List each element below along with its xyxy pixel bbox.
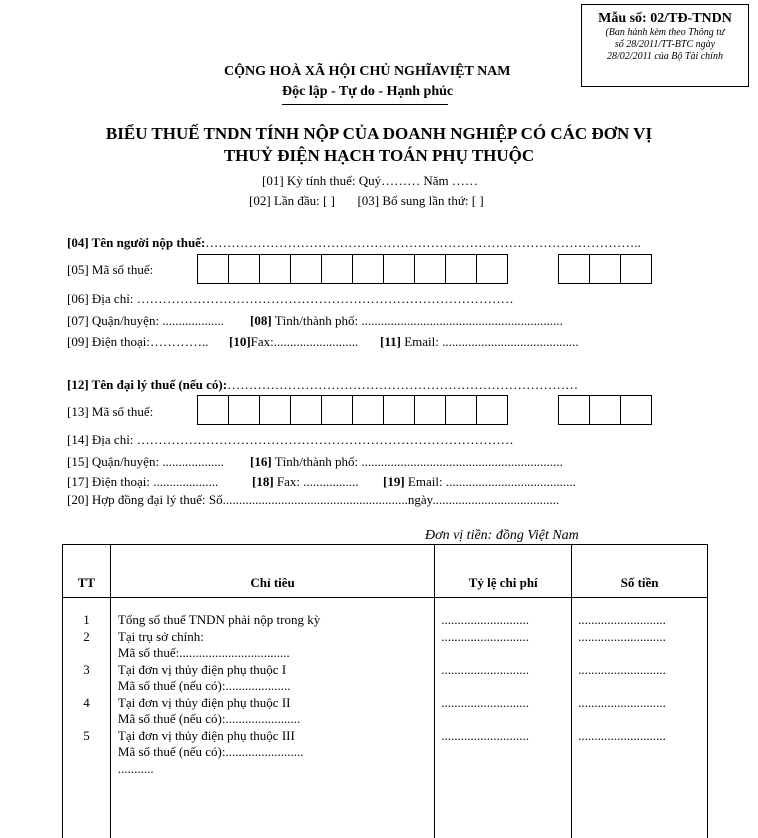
tax-period-line: [01] Kỳ tính thuế: Quý……… Năm …… (262, 173, 478, 189)
taxpayer-email-number: [11] (380, 334, 401, 349)
agent-email-number: [19] (383, 474, 405, 489)
row-4-text: Tại đơn vị thủy điện phụ thuộc II (118, 695, 434, 712)
taxpayer-name-field[interactable]: ……………………………………………………………………………………….. (205, 235, 641, 250)
row-2-rate[interactable]: ........................... (441, 629, 571, 646)
row-2-no: 2 (63, 629, 110, 646)
row-5-text: Tại đơn vị thủy điện phụ thuộc III (118, 728, 434, 745)
currency-note: Đơn vị tiền: đồng Việt Nam (425, 528, 579, 544)
taxpayer-email-field[interactable] (380, 334, 579, 350)
motto: Độc lập - Tự do - Hạnh phúc (282, 84, 453, 100)
taxpayer-fax-text: Fax:.......................... (251, 334, 359, 349)
first-filing (249, 193, 484, 209)
row-5-amount[interactable]: ........................... (578, 728, 707, 745)
header-no: TT (63, 545, 111, 598)
table-body (63, 598, 708, 838)
header-indicator: Chỉ tiêu (110, 545, 434, 598)
row-2-amount[interactable]: ........................... (578, 629, 707, 646)
form-note-line-3: 28/02/2011 của Bộ Tài chính (582, 51, 748, 63)
row-amounts (572, 598, 708, 838)
row-1-amount[interactable]: ........................... (578, 612, 707, 629)
tax-allocation-table (62, 544, 708, 838)
row-3-no: 3 (63, 662, 110, 679)
taxpayer-province-number: [08] (250, 313, 272, 328)
agent-email-text: Email: ........................................ (408, 474, 576, 489)
form-number-box (581, 4, 749, 87)
agent-fax-number: [18] (252, 474, 274, 489)
taxpayer-tax-code-suffix-boxes[interactable] (558, 254, 652, 284)
first-filing-label: [02] Lần đầu: (249, 193, 320, 208)
agent-district-field[interactable]: [15] Quận/huyện: ................... (67, 454, 224, 470)
table-header-row (63, 545, 708, 598)
agent-email-field[interactable] (383, 474, 576, 490)
row-3-rate[interactable]: ........................... (441, 662, 571, 679)
row-numbers (63, 598, 111, 838)
row-4-tax-code[interactable]: Mã số thuế (nếu có):....................... (118, 711, 434, 728)
form-title-line-2: THUỶ ĐIỆN HẠCH TOÁN PHỤ THUỘC (0, 146, 758, 166)
agent-phone-field[interactable]: [17] Điện thoại: .................... (67, 474, 218, 490)
agent-name-label: [12] Tên đại lý thuế (nếu có): (67, 377, 227, 392)
row-2-tax-code[interactable]: Mã số thuế:.................................. (118, 645, 434, 662)
row-4-amount[interactable]: ........................... (578, 695, 707, 712)
taxpayer-district-field[interactable]: [07] Quận/huyện: ................... (67, 313, 224, 329)
agent-tax-code-boxes[interactable] (197, 395, 508, 425)
taxpayer-province-text: Tỉnh/thành phố: .............................................................. (275, 313, 563, 328)
row-3-tax-code[interactable]: Mã số thuế (nếu có):.................... (118, 678, 434, 695)
agent-tax-code-suffix-boxes[interactable] (558, 395, 652, 425)
taxpayer-address-field[interactable]: [06] Địa chỉ: …………………………………………………………………………… (67, 291, 514, 307)
motto-underline (282, 104, 448, 105)
taxpayer-tax-code-label: [05] Mã số thuế: (67, 262, 153, 278)
row-4-no: 4 (63, 695, 110, 712)
agent-province-number: [16] (250, 454, 272, 469)
agent-tax-code-label: [13] Mã số thuế: (67, 404, 153, 420)
country-heading: CỘNG HOÀ XÃ HỘI CHỦ NGHĨAVIỆT NAM (224, 64, 511, 80)
row-3-text: Tại đơn vị thủy điện phụ thuộc I (118, 662, 434, 679)
agent-contract-field[interactable]: [20] Hợp đồng đại lý thuế: Số.........................................................ngày....................................... (67, 492, 559, 508)
row-5-no: 5 (63, 728, 110, 745)
supplement-checkbox[interactable]: [ ] (472, 193, 484, 208)
agent-address-field[interactable]: [14] Địa chỉ: …………………………………………………………………………… (67, 432, 514, 448)
row-rates (435, 598, 572, 838)
agent-province-text: Tỉnh/thành phố: .............................................................. (275, 454, 563, 469)
row-2-text: Tại trụ sở chính: (118, 629, 434, 646)
taxpayer-tax-code-boxes[interactable] (197, 254, 508, 284)
agent-fax-field[interactable] (252, 474, 359, 490)
row-indicators (110, 598, 434, 838)
row-5-rate[interactable]: ........................... (441, 728, 571, 745)
taxpayer-fax-field[interactable] (229, 334, 358, 350)
taxpayer-email-text: Email: .......................................... (404, 334, 578, 349)
supplement-label: [03] Bổ sung lần thứ: (357, 193, 468, 208)
form-note-line-1: (Ban hành kèm theo Thông tư (582, 27, 748, 39)
first-filing-checkbox[interactable]: [ ] (323, 193, 335, 208)
row-3-amount[interactable]: ........................... (578, 662, 707, 679)
taxpayer-name-row (67, 235, 641, 251)
header-amount: Số tiền (572, 545, 708, 598)
agent-fax-text: Fax: ................. (277, 474, 359, 489)
row-1-rate[interactable]: ........................... (441, 612, 571, 629)
row-5-tax-code[interactable]: Mã số thuế (nếu có):........................ (118, 744, 434, 761)
header-cost-ratio: Tỷ lệ chi phí (435, 545, 572, 598)
agent-name-field[interactable]: ……………………………………………………………………… (227, 377, 578, 392)
agent-name-row (67, 377, 578, 393)
taxpayer-fax-number: [10] (229, 334, 251, 349)
row-5-more: ........... (118, 761, 434, 778)
row-1-text: Tổng số thuế TNDN phải nộp trong kỳ (118, 612, 434, 629)
row-4-rate[interactable]: ........................... (441, 695, 571, 712)
taxpayer-name-label: [04] Tên người nộp thuế: (67, 235, 205, 250)
form-title-line-1: BIỂU THUẾ TNDN TÍNH NỘP CỦA DOANH NGHIỆP CÓ CÁC ĐƠN VỊ (0, 124, 758, 144)
agent-province-field[interactable] (250, 454, 563, 470)
taxpayer-province-field[interactable] (250, 313, 563, 329)
row-1-no: 1 (63, 612, 110, 629)
form-code: Mẫu số: 02/TĐ-TNDN (582, 11, 748, 27)
form-note-line-2: số 28/2011/TT-BTC ngày (582, 39, 748, 51)
taxpayer-phone-field[interactable]: [09] Điện thoại:………….. (67, 334, 209, 350)
